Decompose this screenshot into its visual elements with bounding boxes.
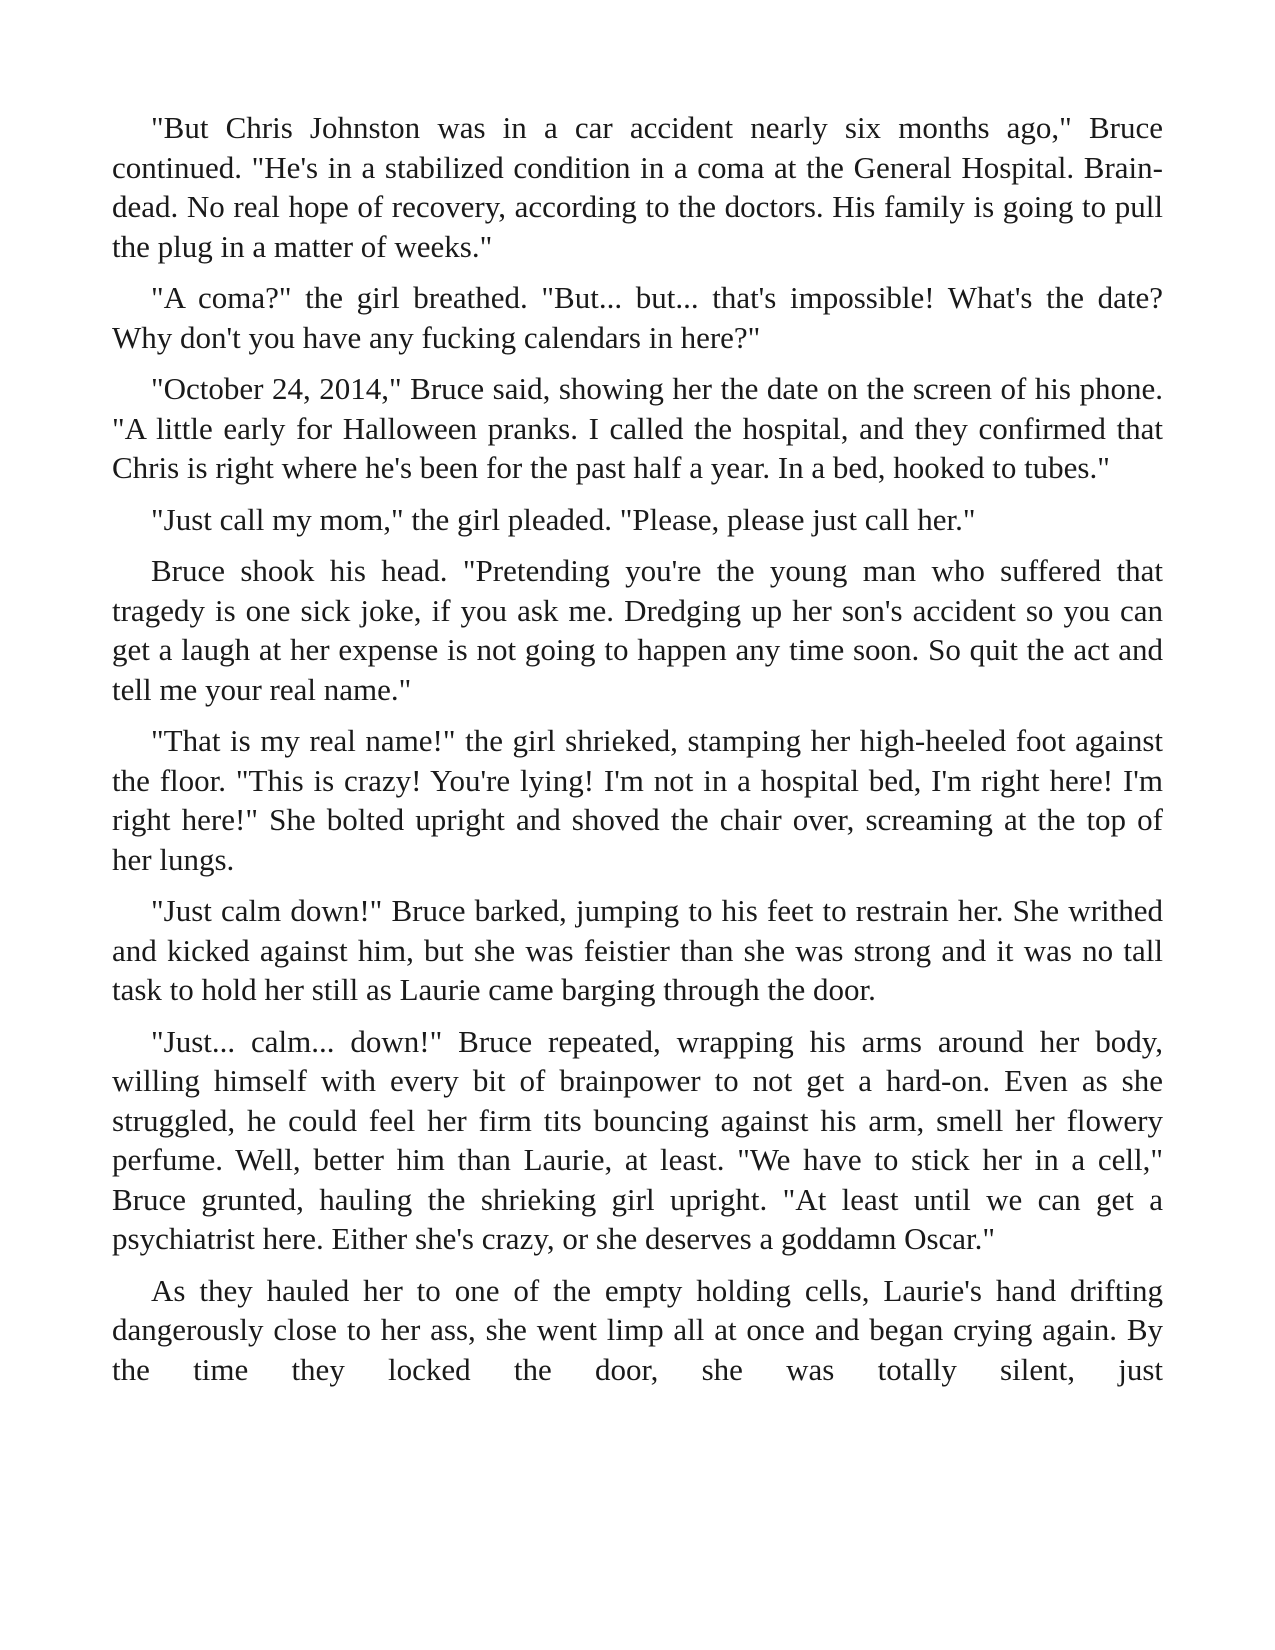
paragraph-7: "Just calm down!" Bruce barked, jumping to his feet to restrain her. She writhed and kicked against him, but she was feistier than she was strong and it was no tall task to hold her still as Laurie came barging through the door.: [112, 893, 1163, 1007]
paragraph-4: "Just call my mom," the girl pleaded. "Please, please just call her.": [151, 501, 976, 537]
page-body: [112, 108, 1163, 1389]
paragraph-5: Bruce shook his head. "Pretending you're the young man who suffered that tragedy is one sick joke, if you ask me. Dredging up her son's accident so you can get a laugh at her expense is not going to happen any time soon. So quit the act and tell me your real name.": [112, 553, 1163, 707]
paragraph-1: "But Chris Johnston was in a car accident nearly six months ago," Bruce continued. "He's in a stabilized condition in a coma at the General Hospital. Brain-dead. No real hope of recovery, according to the doctors. His family is going to pull the plug in a matter of weeks.": [112, 110, 1163, 264]
paragraph-3: "October 24, 2014," Bruce said, showing her the date on the screen of his phone. "A little early for Halloween pranks. I called the hospital, and they confirmed that Chris is right where he's been for the past half a year. In a bed, hooked to tubes.": [112, 371, 1163, 485]
paragraph-2: "A coma?" the girl breathed. "But... but... that's impossible! What's the date? Why don't you have any fucking calendars in here?": [112, 280, 1163, 355]
paragraph-6: "That is my real name!" the girl shrieked, stamping her high-heeled foot against the floor. "This is crazy! You're lying! I'm not in a hospital bed, I'm right here! I'm right here!" She bolted upright and shoved the chair over, screaming at the top of her lungs.: [112, 723, 1163, 877]
paragraph-8: "Just... calm... down!" Bruce repeated, wrapping his arms around her body, willing himself with every bit of brainpower to not get a hard-on. Even as she struggled, he could feel her firm tits bouncing against his arm, smell her flowery perfume. Well, better him than Laurie, at least. "We have to stick her in a cell," Bruce grunted, hauling the shrieking girl upright. "At least until we can get a psychiatrist here. Either she's crazy, or she deserves a goddamn Oscar.": [112, 1023, 1163, 1256]
paragraph-9: As they hauled her to one of the empty holding cells, Laurie's hand drifting dangerously close to her ass, she went limp all at once and began crying again. By the time they locked the door, she was totally silent, just: [112, 1272, 1163, 1387]
